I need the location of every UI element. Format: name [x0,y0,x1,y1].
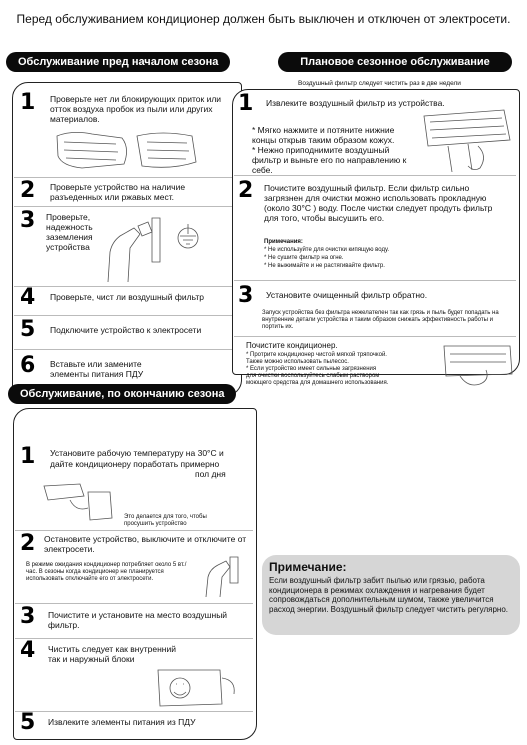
step-text: Остановите устройство, выключите и отключите от электросети. [44,534,247,554]
note-text: Если воздушный фильтр забит пылью или грязью, работа кондиционера в режимах охлаждения и нагревания будет сопровождаться дополнительным шумом, также увеличится расход энергии. Воздушный фильтр следует чистить регулярно. [269,576,508,614]
clean-line: Также можно использовать пылесос. [246,359,349,365]
section-title-after-season: Обслуживание, по окончанию сезона [8,384,236,404]
note-box [262,555,520,635]
step-line: пол дня [195,469,226,479]
step-text: Извлеките элементы питания из ПДУ [48,717,196,727]
cleaning-illustration [440,340,516,392]
section-title-before-season: Обслуживание пред началом сезона [6,52,230,72]
note-item: * Не сушите фильтр на огне. [264,255,344,261]
page-title: Перед обслуживанием кондиционер должен быть выключен и отключен от электросети. [16,12,511,26]
step-number: 2 [20,178,36,203]
step-line: Установите рабочую температуру на 30°C и [50,448,224,458]
step-number: 3 [20,604,36,629]
clean-line: для очистки воспользуйтесь слабым раствором [246,373,380,379]
step-text: Подключите устройство к электросети [50,325,202,335]
step-text: Чистить следует как внутренний так и наружный блоки [48,644,176,664]
step-number: 2 [238,178,254,203]
step-number: 3 [20,208,36,233]
clean-line: * Если устройство имеет сильные загрязнения [246,366,377,372]
clean-line: * Протрите кондиционер чистой мягкой тряпочкой. [246,352,387,358]
filter-removal-illustration [418,106,514,176]
step-text: Проверьте нет ли блокирующих приток или отток воздуха пробок из пыли или других материалов. [50,94,222,124]
step-caption: Это делается для того, чтобы просушить устройство [124,514,207,527]
step-number: 2 [20,531,36,556]
step-text: Извлеките воздушный фильтр из устройства. [266,98,445,108]
units-cleaning-illustration [150,664,240,710]
notes-title: Примечания: [264,239,303,245]
planned-subtitle: Воздушный фильтр следует чистить раз в две недели [298,80,461,87]
note-item: * Не используйте для очистки кипящую воду. [264,247,390,253]
step-number: 6 [20,353,36,378]
step-detail: * Нежно приподнимите воздушный фильтр и выньте его по направлению к себе. [252,145,407,175]
step-number: 4 [20,285,36,310]
step-number: 5 [20,317,36,342]
air-conditioner-illustration [52,128,202,176]
step-text: Проверьте, чист ли воздушный фильтр [50,292,204,302]
step-text: Почистите воздушный фильтр. Если фильтр сильно загрязнен для очистки можно использовать прокладную (около 30°C ) воду. После чистки следует продуть фильтр для того, чтобы высушить его. [264,183,493,223]
step-warning: Запуск устройства без фильтра нежелателен так как грязь и пыль будет попадать на внутренние детали устройства и таким образом снижать эффективность работы и портить их. [262,310,499,330]
step-text: Почистите и установите на место воздушный фильтр. [48,610,228,630]
step-detail: * Мягко нажмите и потяните нижние концы открыв таким образом кожух. [252,125,395,145]
clean-line: моющего средства для домашнего использования. [246,380,389,386]
remote-control-illustration [40,478,120,524]
step-number: 5 [20,710,36,735]
note-item: * Не выжимайте и не растягивайте фильтр. [264,263,385,269]
step-number: 3 [238,283,254,308]
clean-title: Почистите кондиционер. [246,341,338,350]
step-text: Установите очищенный фильтр обратно. [266,290,428,300]
step-text: Проверьте устройство на наличие разъеденных или ржавых мест. [50,182,186,202]
step-text: Проверьте, надежность заземления устройства [46,212,93,252]
plug-illustration [198,553,244,599]
step-number: 4 [20,638,36,663]
step-text: Вставьте или замените элементы питания ПДУ [50,359,144,379]
step-number: 1 [238,91,254,116]
step-line: дайте кондиционеру поработать примерно [50,459,220,469]
step-detail: В режиме ожидания кондиционер потребляет около 5 вт./час. В сезоны когда кондиционер не планируется использовать отключайте его от электросети. [26,562,187,582]
grounding-illustration [100,212,210,284]
step-number: 1 [20,444,36,469]
step-number: 1 [20,90,36,115]
note-title: Примечание: [269,560,347,574]
section-title-planned: Плановое сезонное обслуживание [278,52,512,72]
